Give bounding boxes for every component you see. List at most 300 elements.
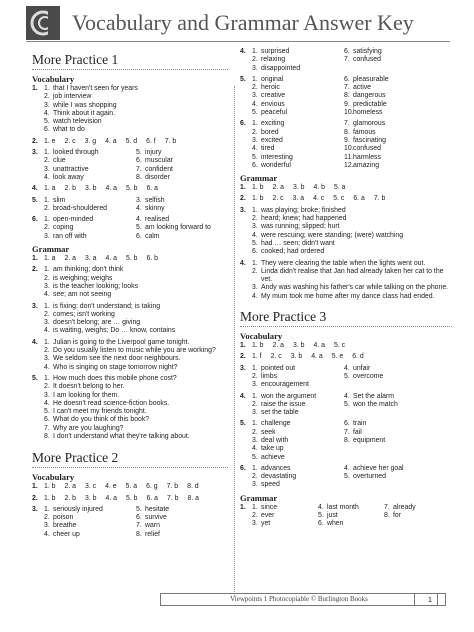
item-number: 3. [44, 232, 50, 240]
item-text: I can't meet my friends tonight. [53, 408, 147, 416]
item-number: 1. [252, 206, 258, 214]
exercise-number [32, 514, 44, 522]
exercise-number: 6. [240, 464, 246, 472]
item-text: clue [53, 157, 66, 165]
item-text: doesn't belong; are … giving [53, 319, 141, 327]
item-number: 3. [44, 101, 50, 109]
exercise-number: 4. [240, 259, 246, 267]
answer-item [44, 233, 136, 241]
exercise-number: 3. [32, 149, 38, 157]
item-number: 6. [318, 520, 324, 528]
answer-row [240, 240, 452, 248]
answer-item [252, 381, 344, 389]
answer-item [344, 420, 436, 428]
answer-item [252, 154, 344, 162]
answer-item [384, 512, 401, 520]
exercise-number [240, 232, 252, 240]
item-number [344, 381, 353, 389]
answer-item [44, 205, 136, 213]
item-text: overcome [353, 372, 384, 380]
answer-row [240, 465, 452, 473]
v2-exercise-5 [240, 76, 452, 117]
answer-item [44, 266, 123, 274]
item-number: 8. [344, 436, 350, 444]
answer-item [252, 268, 452, 285]
answer-row [32, 347, 228, 355]
item-number: 5. [252, 153, 258, 161]
answer-row [240, 520, 452, 528]
answer-row [32, 425, 228, 433]
answer-row [240, 162, 452, 170]
item-number: 1. [44, 266, 50, 274]
item-text: since [261, 503, 278, 511]
item-text: coping [53, 224, 74, 232]
answer-row [240, 512, 452, 520]
answer-item: 5. c [334, 342, 346, 350]
item-number: 1. [252, 503, 258, 511]
item-text: unattractive [53, 165, 89, 173]
answer-item [344, 373, 436, 381]
item-number: 5. [252, 239, 258, 247]
answer-row [32, 224, 228, 232]
item-number: 11. [344, 153, 354, 161]
item-number: 1. [252, 364, 258, 372]
answer-item: 1. a [44, 255, 56, 263]
answer-item [44, 149, 136, 157]
answer-item [344, 454, 436, 462]
item-number: 1. [252, 48, 258, 55]
item-text: seek [261, 428, 276, 436]
answer-row [32, 197, 228, 205]
answer-item [44, 102, 117, 110]
item-text: tired [261, 145, 275, 153]
item-text: devastating [261, 473, 297, 481]
item-number: 5. [44, 118, 50, 126]
answer-row [240, 120, 452, 128]
item-text: am looking forward to [145, 224, 211, 232]
item-text: Do you usually listen to music while you are working? [53, 347, 216, 355]
item-text: look away [53, 173, 84, 181]
answer-item: 7. b [373, 195, 386, 203]
item-text: is waiting, weighs; Do … know, contains [53, 327, 176, 335]
answer-item [252, 248, 324, 256]
answer-row [32, 291, 228, 299]
item-text: broad-shouldered [53, 204, 108, 212]
answer-item: 4. a [105, 255, 117, 263]
item-number: 6. [136, 157, 142, 165]
answer-item: 7. b [164, 137, 177, 145]
item-number: 3. [44, 355, 50, 363]
answer-item [344, 465, 436, 473]
item-number: 12. [344, 161, 354, 169]
header-rule [26, 41, 450, 42]
answer-row [32, 483, 228, 491]
item-number: 7. [344, 120, 350, 128]
answer-item [252, 76, 344, 84]
answer-row [32, 392, 228, 400]
answer-item [136, 224, 228, 232]
answer-item [44, 216, 136, 224]
item-number: 2. [44, 310, 50, 318]
answer-item [252, 56, 344, 64]
item-number: 3. [44, 165, 50, 173]
item-text: set the table [261, 409, 299, 417]
item-text: while I was shopping [53, 101, 117, 109]
item-text: that I haven't seen for years [53, 85, 138, 92]
exercise-number [32, 275, 44, 283]
item-number: 7. [344, 428, 350, 436]
item-number: 2. [44, 224, 50, 232]
answer-item [252, 48, 344, 56]
exercise-number [240, 101, 252, 109]
item-number: 3. [252, 136, 258, 144]
exercise-number [32, 433, 44, 441]
item-text: Julian is going to the Liverpool game tonight. [53, 338, 190, 346]
answer-item [44, 425, 123, 433]
item-text: comes; isn't working [53, 310, 115, 318]
item-number [344, 409, 353, 417]
answer-row [240, 445, 452, 453]
left-column [32, 48, 228, 542]
answer-item [344, 154, 436, 162]
answer-item [252, 445, 344, 453]
item-number: 9. [344, 136, 350, 144]
item-number: 1. [252, 259, 258, 267]
answer-item [344, 48, 436, 56]
item-text: harmless [353, 153, 381, 161]
answer-item: 7. b [166, 483, 179, 491]
answer-row [32, 233, 228, 241]
exercise-number [240, 248, 252, 256]
item-text: ran off with [53, 232, 87, 240]
item-number: 4. [44, 363, 50, 371]
answer-item: 5. c [333, 195, 345, 203]
item-text: when [327, 520, 344, 528]
item-number: 4. [252, 100, 258, 108]
g1-exercise-4 [32, 339, 228, 372]
answer-item: 1. f [252, 353, 262, 361]
answer-item: 3. a [85, 255, 97, 263]
answer-item [136, 522, 228, 530]
answer-item [44, 327, 175, 335]
item-number: 7. [44, 424, 50, 432]
item-number: 4. [44, 109, 50, 117]
exercise-number [32, 400, 44, 408]
item-text: what to do [53, 126, 85, 134]
exercise-number [240, 481, 252, 489]
answer-item: 2. a [64, 483, 76, 491]
answer-row [32, 303, 228, 311]
answer-item [384, 504, 416, 512]
item-number: 1. [44, 505, 50, 513]
answer-item [252, 65, 344, 73]
answer-item: 6. b [146, 255, 158, 263]
answer-row [240, 373, 452, 381]
item-number: 2. [252, 84, 258, 92]
g1-exercise-2 [32, 266, 228, 299]
vocabulary-heading-2: Vocabulary [32, 472, 75, 483]
answer-item [44, 400, 169, 408]
item-text: Who is singing on stage tomorrow night? [53, 363, 178, 371]
answer-row [240, 393, 452, 401]
item-text: achieve [261, 453, 285, 461]
footer-credit: Viewpoints 1 Photocopiable © Burlington Books [160, 593, 438, 606]
item-text: disorder [145, 173, 170, 181]
exercise-number [240, 473, 252, 481]
answer-item [252, 401, 344, 409]
answer-item [44, 433, 190, 441]
item-text: speed [261, 481, 280, 489]
exercise-number: 1. [32, 255, 38, 263]
item-number: 3. [252, 223, 258, 231]
answer-item: 4. a [105, 185, 117, 193]
exercise-number: 3. [32, 505, 38, 513]
answer-item: 2. a [272, 342, 284, 350]
exercise-number [32, 157, 44, 165]
item-text: homeless [353, 109, 383, 117]
item-text: cooked; had ordered [261, 248, 325, 256]
answer-item [252, 429, 344, 437]
item-text: overturned [353, 473, 386, 481]
answer-row [32, 311, 228, 319]
item-text: calm [145, 232, 160, 240]
answer-item [44, 375, 177, 383]
publisher-logo-icon [26, 6, 60, 40]
item-number: 6. [136, 514, 142, 522]
exercise-number [32, 166, 44, 174]
item-text: deal with [261, 436, 289, 444]
exercise-number: 4. [32, 185, 38, 193]
grammar-heading: Grammar [32, 244, 70, 255]
answer-row [32, 93, 228, 101]
answer-item: 5. a [125, 483, 138, 491]
exercise-number [32, 93, 44, 101]
answer-row [240, 420, 452, 428]
answer-item [252, 240, 335, 248]
item-number: 5. [252, 453, 258, 461]
exercise-number [240, 215, 252, 223]
exercise-number [32, 383, 44, 391]
answer-item: 6. a [146, 494, 158, 502]
answer-item [344, 65, 436, 73]
exercise-number: 3. [32, 302, 38, 310]
item-number: 6. [252, 248, 258, 256]
right-column [240, 48, 452, 532]
answer-item [252, 215, 346, 223]
vocabulary-heading: Vocabulary [32, 74, 75, 84]
answer-item [252, 373, 344, 381]
answer-item: 6. f [146, 137, 156, 145]
answer-item: 7. b [167, 494, 179, 502]
answer-item [252, 145, 344, 153]
item-number: 2. [44, 383, 50, 391]
item-number: 1. [252, 392, 258, 400]
exercise-number [32, 126, 44, 134]
answer-row [240, 381, 452, 389]
grammar-heading-3: Grammar [240, 492, 278, 503]
answer-item [44, 157, 136, 165]
item-number: 1. [252, 75, 258, 83]
item-number: 6. [44, 126, 50, 134]
item-text: glamorous [353, 120, 386, 128]
exercise-number [240, 240, 252, 248]
answer-item: 2. a [272, 184, 284, 192]
item-text: last month [327, 503, 359, 511]
answer-item [136, 149, 228, 157]
answer-row [240, 284, 452, 292]
item-text: is weighing; weighs [53, 274, 113, 282]
answer-row [32, 400, 228, 408]
answer-row [240, 215, 452, 223]
item-text: Set the alarm [353, 392, 394, 400]
exercise-number [240, 84, 252, 92]
item-number: 5. [136, 149, 142, 157]
answer-row [240, 76, 452, 84]
item-number: 8. [44, 432, 50, 440]
item-number: 3. [252, 284, 258, 292]
answer-row [240, 195, 452, 203]
answer-row [240, 129, 452, 137]
item-text: realised [145, 216, 170, 224]
answer-item: 3. b [85, 494, 97, 502]
item-number: 5. [252, 109, 258, 117]
exercise-number [240, 92, 252, 100]
exercise-number [240, 409, 252, 417]
answer-row [32, 433, 228, 441]
item-number: 4. [252, 445, 258, 453]
answer-item [252, 473, 344, 481]
answer-item [44, 224, 136, 232]
item-number: 4. [136, 204, 142, 212]
answer-row [32, 118, 228, 126]
item-text: confused [353, 56, 381, 64]
page-title: Vocabulary and Grammar Answer Key [72, 10, 414, 35]
exercise-number [240, 381, 252, 389]
answer-row [240, 184, 452, 192]
exercise-number [240, 154, 252, 162]
g1-exercise-1 [32, 255, 228, 263]
item-text: won the argument [261, 392, 317, 400]
item-number: 2. [44, 274, 50, 282]
answer-row [32, 408, 228, 416]
item-number: 9. [344, 100, 350, 108]
item-text: survive [145, 514, 167, 522]
g2-exercise-2 [240, 195, 452, 203]
answer-item [252, 92, 344, 100]
item-number [344, 481, 353, 489]
item-number: 8. [136, 530, 142, 538]
answer-row [240, 145, 452, 153]
item-number: 6. [136, 232, 142, 240]
exercise-number: 2. [240, 195, 246, 203]
answer-item [136, 205, 228, 213]
item-number: 6. [44, 416, 50, 424]
item-number: 2. [44, 514, 50, 522]
answer-row [240, 293, 452, 301]
item-text: peaceful [261, 109, 288, 117]
v3-exercise-3 [240, 365, 452, 390]
v1-exercise-2 [32, 138, 228, 146]
section-more-practice-1: More Practice 1 [32, 52, 228, 70]
item-text: had … seen; didn't want [261, 239, 335, 247]
exercise-number [240, 56, 252, 64]
exercise-number: 1. [240, 184, 246, 192]
item-text: selfish [145, 196, 165, 204]
answer-item: 5. b [126, 494, 138, 502]
item-text: slim [53, 196, 66, 204]
item-number: 4. [344, 464, 350, 472]
answer-row [32, 283, 228, 291]
answer-item [44, 347, 216, 355]
exercise-number [32, 311, 44, 319]
item-number: 3. [44, 319, 50, 327]
answer-row [240, 56, 452, 64]
exercise-number [32, 416, 44, 424]
answer-item [252, 504, 318, 512]
item-number: 2. [252, 428, 258, 436]
item-number: 5. [344, 400, 350, 408]
item-text: watch television [53, 118, 102, 126]
exercise-number: 5. [32, 374, 38, 382]
answer-item: 4. a [313, 342, 325, 350]
answer-item: 3. b [85, 185, 97, 193]
answer-item [44, 392, 119, 400]
exercise-number [240, 145, 252, 153]
item-number: 2. [252, 512, 258, 520]
exercise-number: 6. [240, 120, 246, 128]
item-text: active [353, 84, 372, 92]
item-number: 3. [252, 409, 258, 417]
item-number: 4. [252, 292, 258, 300]
item-number: 6. [344, 75, 350, 83]
answer-row [32, 216, 228, 224]
item-text: interesting [261, 153, 293, 161]
item-text: challenge [261, 420, 291, 428]
item-number: 5. [136, 505, 142, 513]
answer-item: 5. e [331, 353, 344, 361]
answer-item [136, 166, 228, 174]
v3-exercise-5 [240, 420, 452, 461]
answer-item: 5. b [126, 255, 138, 263]
item-number [384, 520, 393, 528]
answer-item [44, 174, 136, 182]
exercise-number [32, 283, 44, 291]
answer-item [252, 420, 344, 428]
answer-item [252, 120, 344, 128]
item-text: confident [145, 165, 173, 173]
answer-row [32, 364, 228, 372]
answer-item: 8. d [187, 483, 199, 491]
answer-row [240, 473, 452, 481]
exercise-number [240, 454, 252, 462]
answer-item [136, 216, 228, 224]
item-text: skinny [145, 204, 165, 212]
item-number: 6. [344, 420, 350, 428]
answer-row [32, 375, 228, 383]
exercise-number [32, 174, 44, 182]
answer-row [240, 342, 452, 350]
item-text: am thinking; don't think [53, 266, 124, 274]
item-text: see; am not seeing [53, 291, 112, 299]
item-number: 8. [344, 92, 350, 100]
exercise-number [240, 373, 252, 381]
item-number: 2. [252, 267, 258, 275]
answer-item: 3. b [293, 342, 305, 350]
answer-row [32, 339, 228, 347]
item-text: surprised [261, 48, 290, 55]
answer-item: 1. b [44, 494, 56, 502]
item-number: 1. [252, 420, 258, 428]
